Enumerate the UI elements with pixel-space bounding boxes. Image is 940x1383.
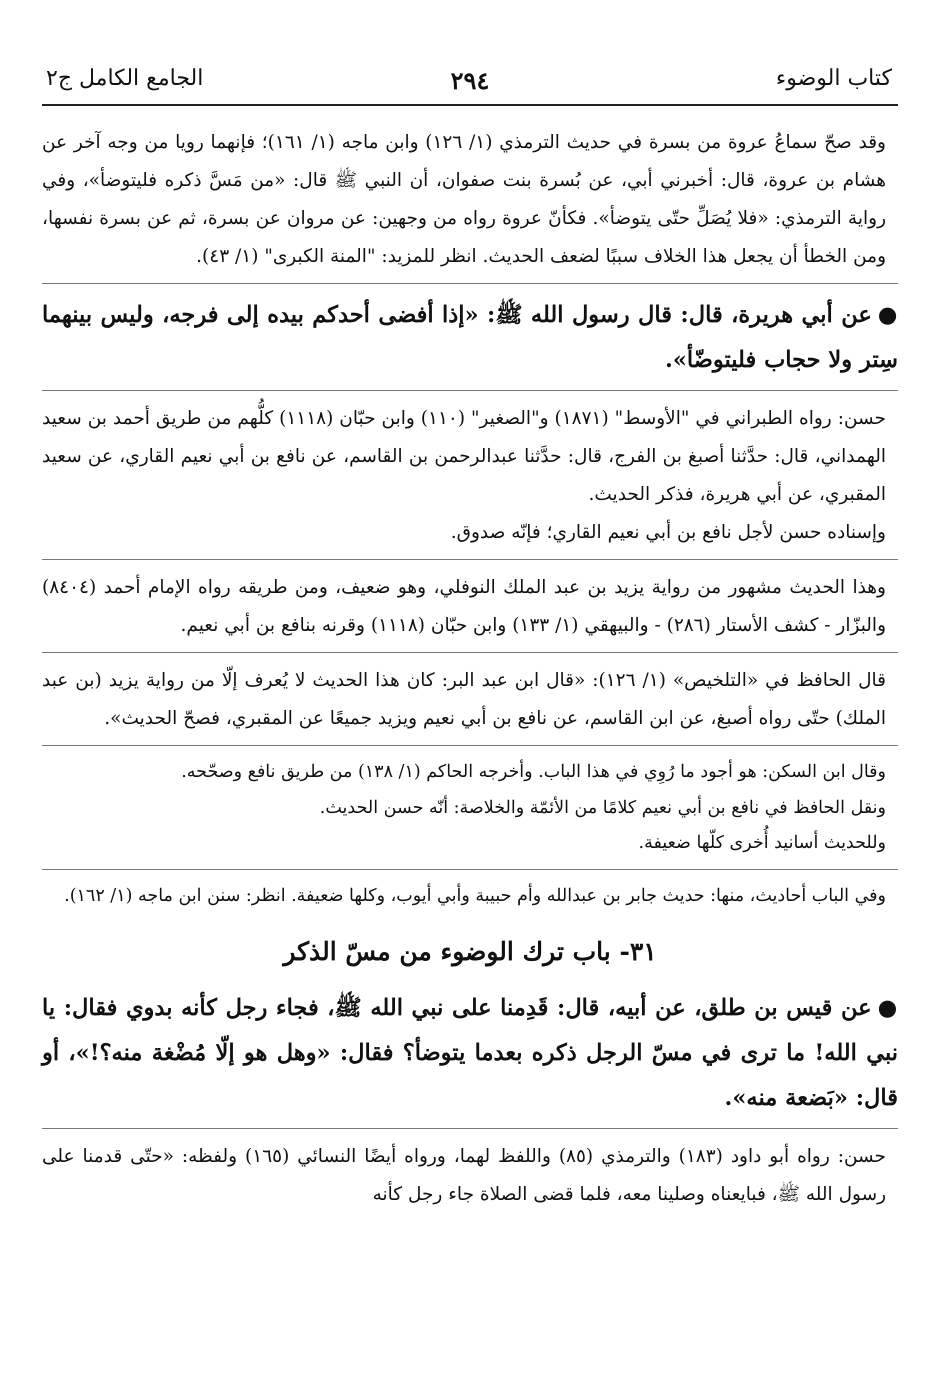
divider xyxy=(42,1128,898,1129)
divider xyxy=(42,652,898,653)
hadith-text: ●عن قيس بن طلق، عن أبيه، قال: قَدِمنا على نبي الله ﷺ، فجاء رجل كأنه بدوي فقال: يا نبي الله! ما ترى في مسّ الرجل ذكره بعدما يتوضأ؟ فقال: «وهل هو إلّا مُضْغة منه؟!»، أو قال: «بَضعة منه». xyxy=(42,995,898,1111)
book-page xyxy=(42,0,898,1383)
divider xyxy=(42,283,898,284)
takhrij-paragraph: وفي الباب أحاديث، منها: حديث جابر بن عبدالله وأم حبيبة وأبي أيوب، وكلها ضعيفة. انظر: سنن ابن ماجه (١/ ١٦٢). xyxy=(64,885,886,906)
divider xyxy=(42,559,898,560)
chapter-title: كتاب الوضوء xyxy=(775,66,892,91)
page-body xyxy=(42,124,898,1214)
footnote-paragraph: وقد صحّ سماعُ عروة من بسرة في حديث الترمذي (١/ ١٢٦) وابن ماجه (١/ ١٦١)؛ فإنهما رويا من وجه آخر عن هشام بن عروة، قال: أخبرني أبي، عن بُسرة بنت صفوان، أن النبي ﷺ قال: «من مَسَّ ذكره فليتوضأ»، وفي رواية الترمذي: «فلا يُصَلِّ حتّى يتوضأ». فكأنّ عروة رواه من وجهين: عن مروان عن بسرة، ثم عن بسرة نفسها، ومن الخطأ أن يجعل هذا الخلاف سببًا لضعف الحديث. انظر للمزيد: "المنة الكبرى" (١/ ٤٣). xyxy=(42,132,886,267)
takhrij-paragraph: وقال ابن السكن: هو أجود ما رُوِي في هذا الباب. وأخرجه الحاكم (١/ ١٣٨) من طريق نافع وصحّحه. xyxy=(181,762,886,782)
takhrij-paragraph: وهذا الحديث مشهور من رواية يزيد بن عبد الملك النوفلي، وهو ضعيف، ومن طريقه رواه الإمام أحمد (٨٤٠٤) والبزّار - كشف الأستار (٢٨٦) - والبيهقي (١/ ١٣٣) وابن حبّان (١١١٨) وقرنه بنافع بن أبي نعيم. xyxy=(42,577,886,636)
hadith-text: ●عن أبي هريرة، قال: قال رسول الله ﷺ: «إذا أفضى أحدكم بيده إلى فرجه، وليس بينهما سِتر ولا حجاب فليتوضّأ». xyxy=(42,302,898,373)
divider xyxy=(42,869,898,870)
section-heading: ٣١- باب ترك الوضوء من مسّ الذكر xyxy=(283,937,657,966)
bullet-icon: ● xyxy=(877,995,898,1021)
takhrij-paragraph: حسن: رواه الطبراني في "الأوسط" (١٨٧١) و"الصغير" (١١٠) وابن حبّان (١١١٨) كلُّهم من طريق أحمد بن سعيد الهمداني، قال: حدَّثنا أصبغ بن الفرج، قال: حدَّثنا عبدالرحمن بن القاسم، عن نافع بن أبي نعيم القاري، عن سعيد المقبري، عن أبي هريرة، فذكر الحديث. xyxy=(42,408,886,505)
takhrij-paragraph: حسن: رواه أبو داود (١٨٣) والترمذي (٨٥) واللفظ لهما، ورواه أيضًا النسائي (١٦٥) ولفظه: «حتّى قدمنا على رسول الله ﷺ، فبايعناه وصلينا معه، فلما قضى الصلاة جاء رجل كأنه xyxy=(42,1146,886,1205)
divider xyxy=(42,390,898,391)
takhrij-paragraph: وللحديث أسانيد أُخرى كلّها ضعيفة. xyxy=(638,833,886,853)
page-number: ٢٩٤ xyxy=(450,66,490,95)
takhrij-paragraph: ونقل الحافظ في نافع بن أبي نعيم كلامًا من الأئمّة والخلاصة: أنّه حسن الحديث. xyxy=(319,797,886,818)
book-title: الجامع الكامل ج٢ xyxy=(46,66,204,91)
takhrij-paragraph: وإسناده حسن لأجل نافع بن أبي نعيم القاري؛ فإنّه صدوق. xyxy=(450,522,886,543)
takhrij-paragraph: قال الحافظ في «التلخيص» (١/ ١٢٦): «قال ابن عبد البر: كان هذا الحديث لا يُعرف إلّا من رواية يزيد (بن عبد الملك) حتّى رواه أصبغ، عن ابن القاسم، عن نافع بن أبي نعيم ويزيد جميعًا عن المقبري، فصحّ الحديث». xyxy=(42,670,886,729)
running-header xyxy=(42,58,898,106)
bullet-icon: ● xyxy=(877,302,898,328)
divider xyxy=(42,745,898,746)
